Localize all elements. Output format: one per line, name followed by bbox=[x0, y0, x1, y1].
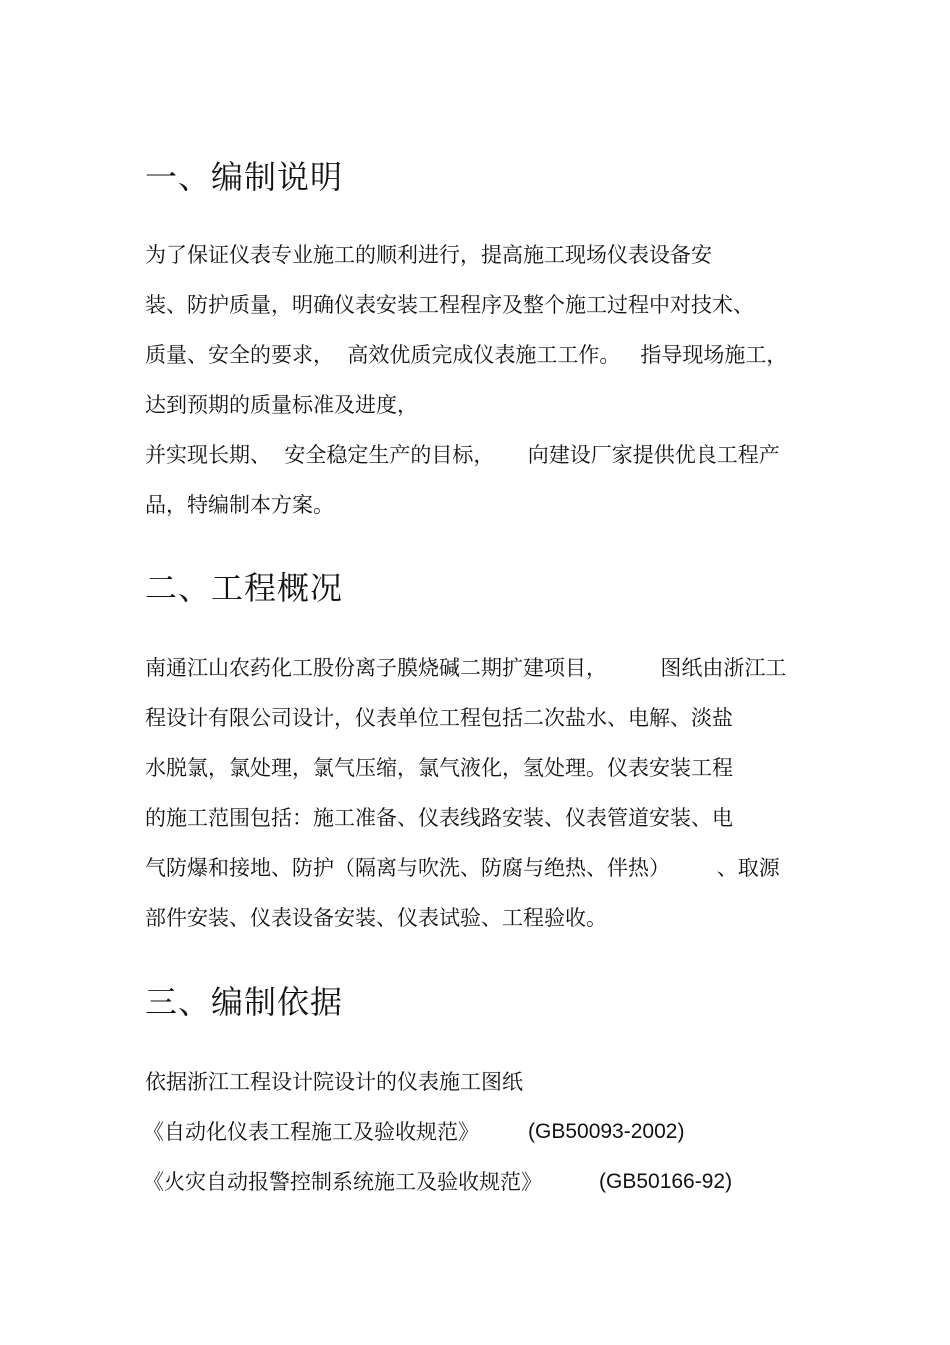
paragraph-line: 南通江山农药化工股份离子膜烧碱二期扩建项目， 图纸由浙江工 bbox=[145, 656, 787, 680]
section-heading-2: 二、工程概况 bbox=[145, 569, 344, 607]
reference-title: 《自动化仪表工程施工及验收规范》 bbox=[143, 1120, 479, 1144]
paragraph-line: 部件安装、仪表设备安装、仪表试验、工程验收。 bbox=[145, 906, 607, 930]
section-heading-3: 三、编制依据 bbox=[145, 983, 344, 1021]
paragraph-line: 气防爆和接地、防护（隔离与吹洗、防腐与绝热、伴热） 、取源 bbox=[145, 856, 780, 880]
paragraph-line: 并实现长期、 安全稳定生产的目标， 向建设厂家提供优良工程产 bbox=[145, 443, 780, 467]
paragraph-line: 品，特编制本方案。 bbox=[145, 493, 334, 517]
paragraph-line: 依据浙江工程设计院设计的仪表施工图纸 bbox=[145, 1070, 523, 1094]
paragraph-line: 水脱氯，氯处理，氯气压缩，氯气液化，氢处理。仪表安装工程 bbox=[145, 756, 733, 780]
reference-title: 《火灾自动报警控制系统施工及验收规范》 bbox=[143, 1170, 542, 1194]
paragraph-line: 的施工范围包括：施工准备、仪表线路安装、仪表管道安装、电 bbox=[145, 806, 733, 830]
paragraph-line: 装、防护质量，明确仪表安装工程程序及整个施工过程中对技术、 bbox=[145, 293, 754, 317]
reference-code: (GB50166-92) bbox=[599, 1170, 733, 1193]
section-heading-1: 一、编制说明 bbox=[145, 158, 344, 196]
paragraph-line: 质量、安全的要求， 高效优质完成仪表施工工作。 指导现场施工， bbox=[145, 343, 788, 367]
paragraph-line: 达到预期的质量标准及进度， bbox=[145, 393, 418, 417]
reference-code: (GB50093-2002) bbox=[528, 1120, 685, 1143]
paragraph-line: 为了保证仪表专业施工的顺利进行，提高施工现场仪表设备安 bbox=[145, 243, 712, 267]
paragraph-line: 程设计有限公司设计，仪表单位工程包括二次盐水、电解、淡盐 bbox=[145, 706, 733, 730]
